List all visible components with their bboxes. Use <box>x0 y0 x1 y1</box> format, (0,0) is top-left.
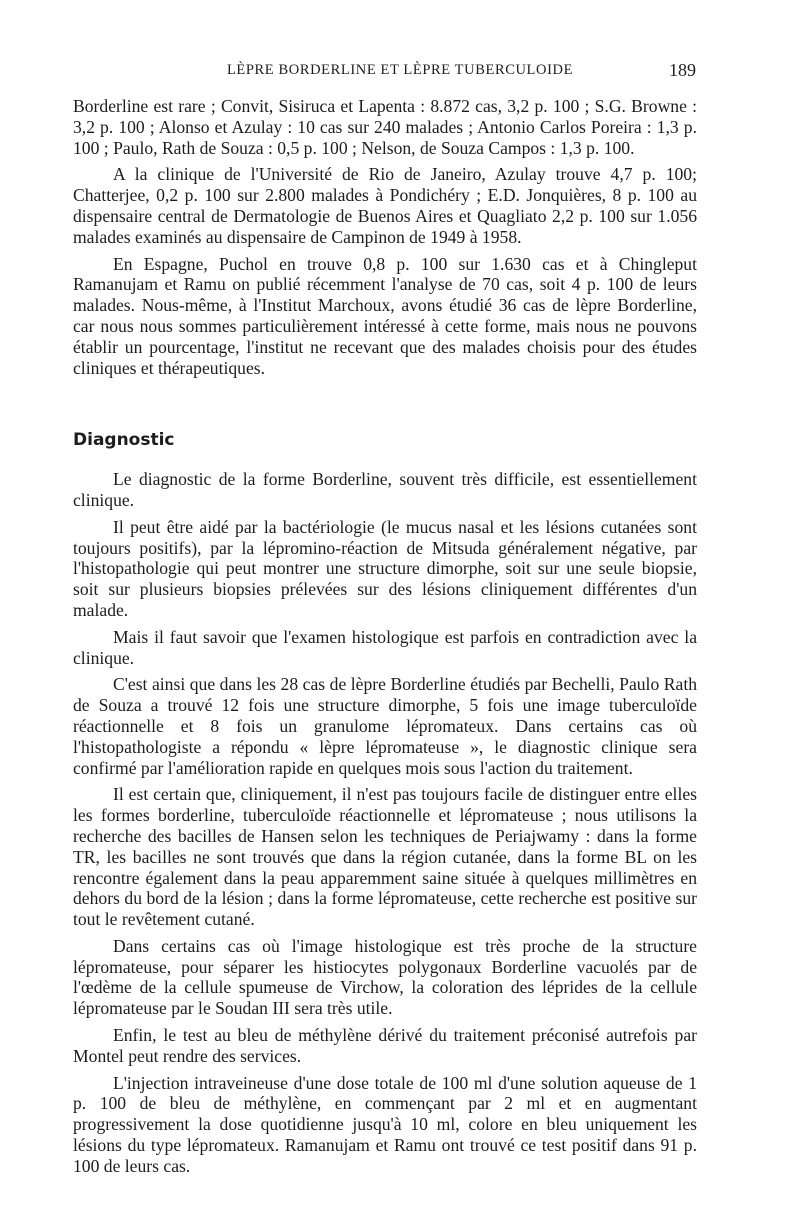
paragraph: Enfin, le test au bleu de méthylène dérivé du traitement préconisé autrefois par Montel peut rendre des services. <box>73 1025 697 1066</box>
paragraph: Il peut être aidé par la bactériologie (le mucus nasal et les lésions cutanées sont toujours positifs), par la lépromino-réaction de Mitsuda généralement négative, par l'histopathologie qui peut montrer une structure dimorphe, soit sur une seule biopsie, soit sur plusieurs biopsies prélevées sur des lésions cliniquement différentes d'un malade. <box>73 516 697 620</box>
paragraph: A la clinique de l'Université de Rio de Janeiro, Azulay trouve 4,7 p. 100; Chatterjee, 0,2 p. 100 sur 2.800 malades à Pondichéry ; E.D. Jonquières, 8 p. 100 au dispensaire central de Dermatologie de Buenos Aires et Quagliato 2,2 p. 100 sur 1.056 malades examinés au dispensaire de Campinon de 1949 à 1958. <box>73 164 697 247</box>
paragraph: L'injection intraveineuse d'une dose totale de 100 ml d'une solution aqueuse de 1 p. 100 de bleu de méthylène, en commençant par 2 ml et en augmentant progressivement la dose quotidienne jusqu'à 10 ml, colore en bleu uniquement les lésions du type lépromateux. Ramanujam et Ramu ont trouvé ce test positif dans 91 p. 100 de leurs cas. <box>73 1072 697 1176</box>
running-header <box>0 60 800 84</box>
paragraph: Dans certains cas où l'image histologique est très proche de la structure lépromateuse, pour séparer les histiocytes polygonaux Borderline vacuolés par de l'œdème de la cellule spumeuse de Virchow, la coloration des léprides de la cellule lépromateuse par le Soudan III sera très utile. <box>73 935 697 1019</box>
paragraph: C'est ainsi que dans les 28 cas de lèpre Borderline étudiés par Bechelli, Paulo Rath de Souza a trouvé 12 fois une structure dimorphe, 5 fois une image tuberculoïde réactionnelle et 8 fois un granulome lépromateux. Dans certains cas où l'histopathologiste a répondu « lèpre lépromateuse », le diagnostic clinique sera confirmé par l'amélioration rapide en quelques mois sous l'action du traitement. <box>73 674 697 778</box>
running-title: LÈPRE BORDERLINE ET LÈPRE TUBERCULOIDE <box>226 62 574 78</box>
paragraph: En Espagne, Puchol en trouve 0,8 p. 100 sur 1.630 cas et à Chingleput Ramanujam et Ramu on publié récemment l'analyse de 70 cas, soit 4 p. 100 de leurs malades. Nous-même, à l'Institut Marchoux, avons étudié 36 cas de lèpre Borderline, car nous nous sommes particulièrement intéressé à cette forme, mais nous ne pouvons établir un pourcentage, l'institut ne recevant que des malades choisis pour des études cliniques et thérapeutiques. <box>73 253 697 378</box>
body-text <box>73 96 697 1183</box>
page-number: 189 <box>669 60 696 80</box>
paragraph: Borderline est rare ; Convit, Sisiruca et Lapenta : 8.872 cas, 3,2 p. 100 ; S.G. Browne : 3,2 p. 100 ; Alonso et Azulay : 10 cas sur 240 malades ; Antonio Carlos Poreira : 1,3 p. 100 ; Paulo, Rath de Souza : 0,5 p. 100 ; Nelson, de Souza Campos : 1,3 p. 100. <box>73 96 697 158</box>
paragraph: Mais il faut savoir que l'examen histologique est parfois en contradiction avec la clinique. <box>73 626 697 668</box>
paragraph: Le diagnostic de la forme Borderline, souvent très difficile, est essentiellement clinique. <box>73 469 697 510</box>
section-heading-diagnostic: Diagnostic <box>73 430 175 451</box>
paragraph: Il est certain que, cliniquement, il n'est pas toujours facile de distinguer entre elles les formes borderline, tuberculoïde réactionnelle et lépromateuse ; nous utilisons la recherche des bacilles de Hansen selon les techniques de Periajwamy : dans la forme TR, les bacilles ne sont trouvés que dans la région cutanée, dans la forme BL on les rencontre également dans la peau apparemment saine située à quelques millimètres en dehors du bord de la lésion ; dans la forme lépromateuse, cette recherche est positive sur tout le revêtement cutané. <box>73 784 697 930</box>
